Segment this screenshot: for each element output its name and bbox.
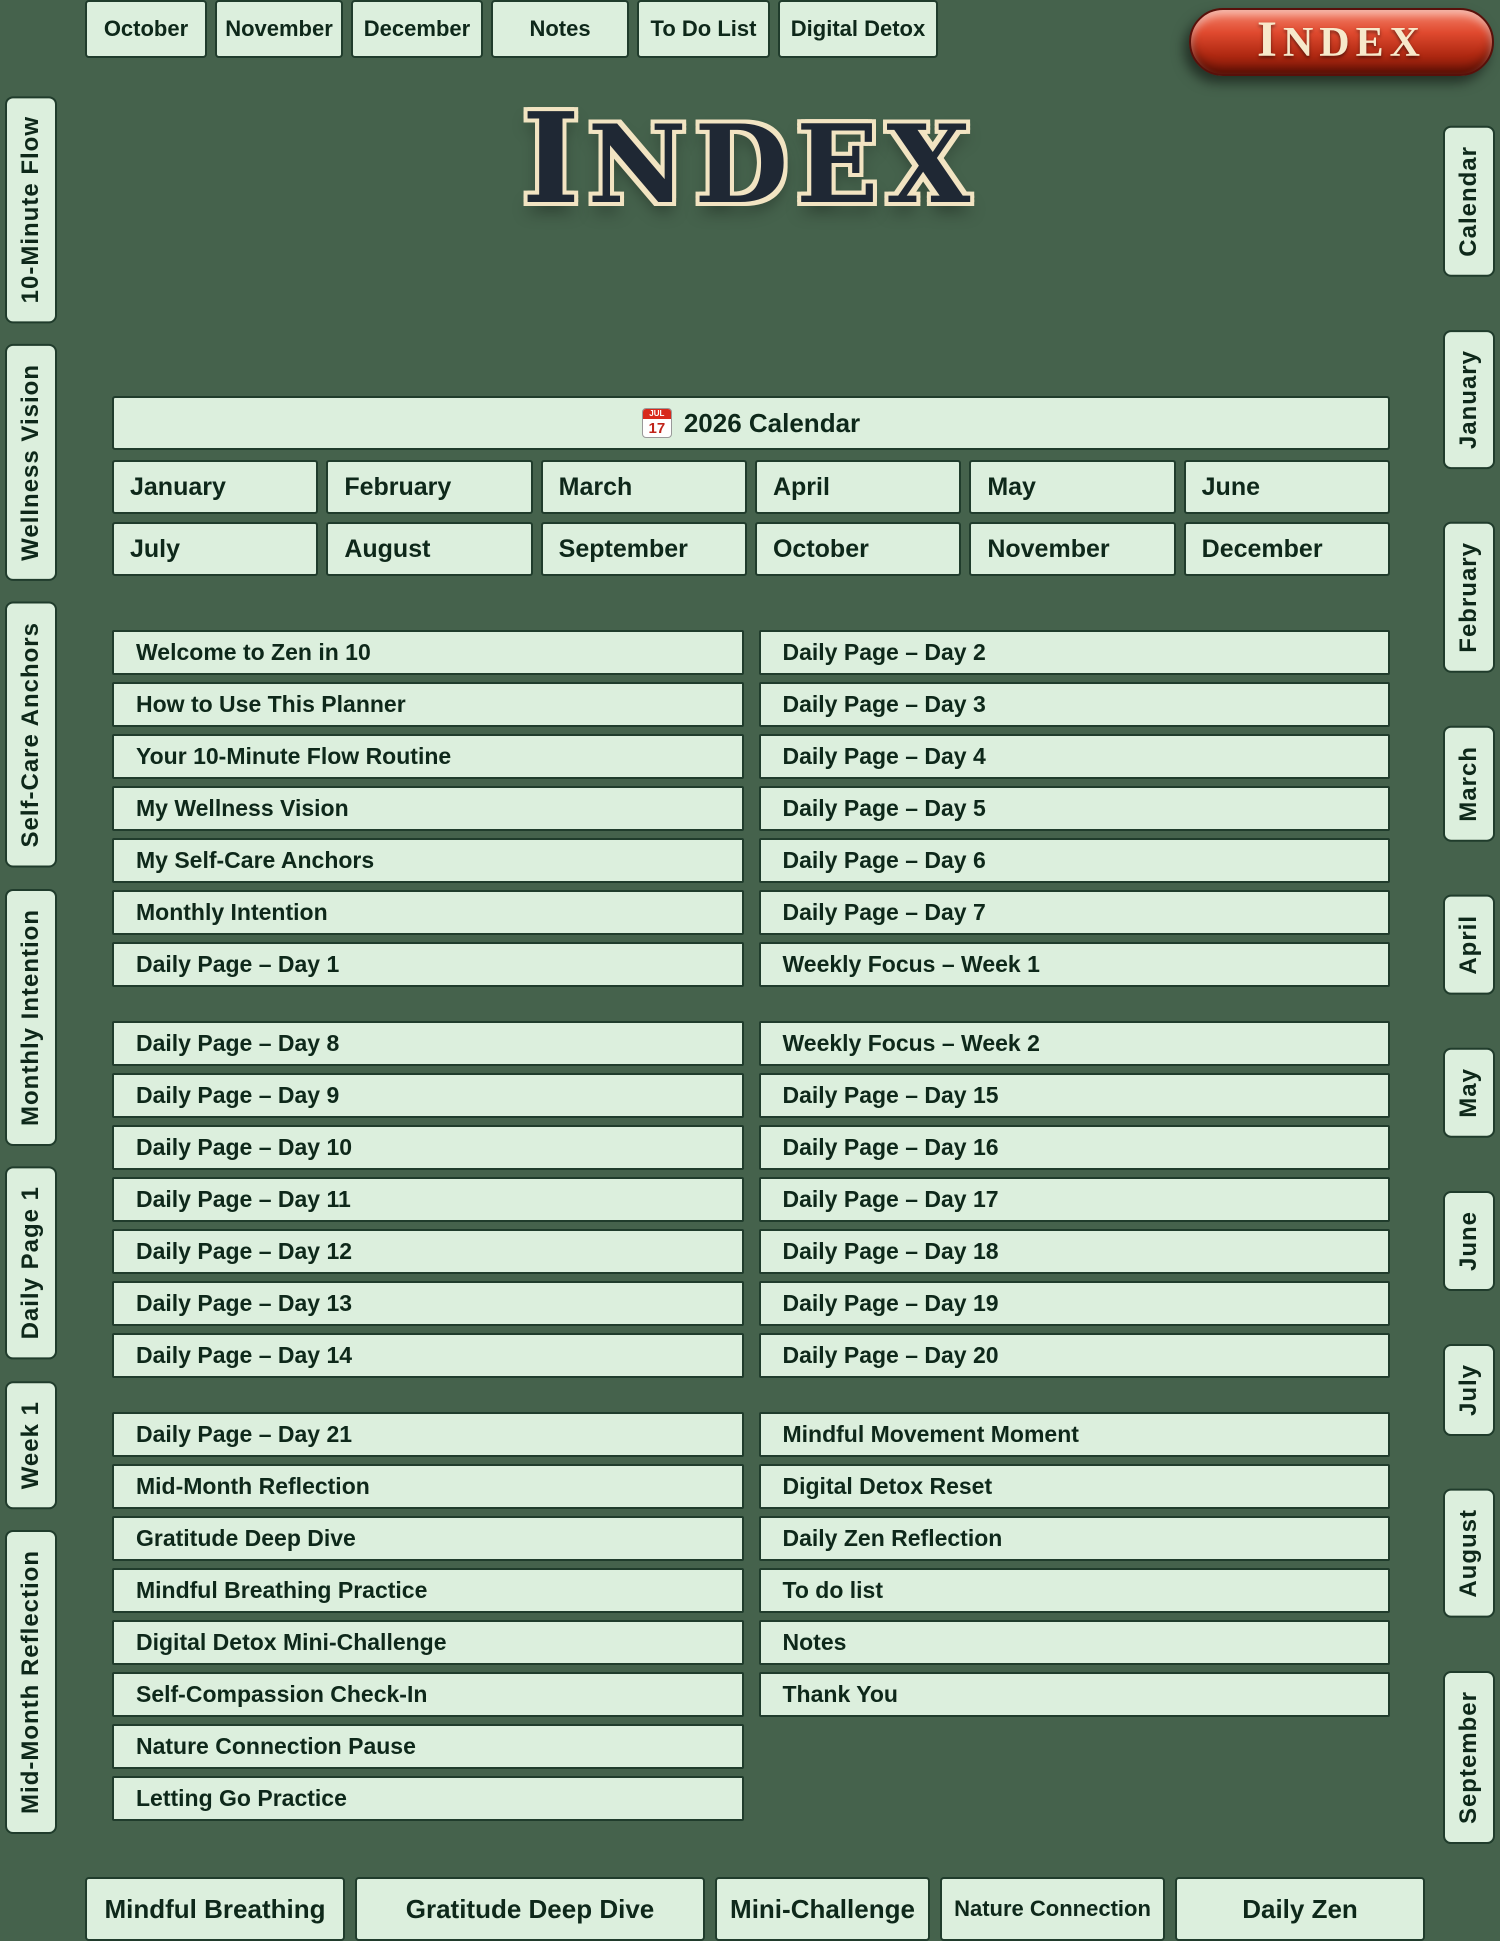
- index-entry[interactable]: Daily Page – Day 13: [112, 1281, 744, 1326]
- index-section-2: [112, 1021, 1390, 1378]
- index-entry[interactable]: Daily Page – Day 19: [759, 1281, 1391, 1326]
- index-entry[interactable]: Daily Page – Day 18: [759, 1229, 1391, 1274]
- tab-march[interactable]: March: [1443, 726, 1495, 842]
- index-button[interactable]: INDEX: [1189, 8, 1494, 76]
- index-entry[interactable]: Mindful Breathing Practice: [112, 1568, 744, 1613]
- calendar-month-grid: [112, 460, 1390, 576]
- tab-monthly-intention[interactable]: Monthly Intention: [5, 889, 57, 1146]
- month-link-july[interactable]: July: [112, 522, 318, 576]
- index-entry[interactable]: Daily Page – Day 20: [759, 1333, 1391, 1378]
- tab-november[interactable]: November: [215, 0, 343, 58]
- calendar-icon-month: JUL: [643, 409, 671, 419]
- tab-week-1[interactable]: Week 1: [5, 1381, 57, 1509]
- month-link-september[interactable]: September: [541, 522, 747, 576]
- index-entry[interactable]: Weekly Focus – Week 1: [759, 942, 1391, 987]
- tab-gratitude-deep-dive[interactable]: Gratitude Deep Dive: [355, 1877, 705, 1941]
- month-link-november[interactable]: November: [969, 522, 1175, 576]
- tab-august[interactable]: August: [1443, 1489, 1495, 1618]
- index-entry[interactable]: Letting Go Practice: [112, 1776, 744, 1821]
- tab-self-care-anchors[interactable]: Self-Care Anchors: [5, 602, 57, 868]
- index-entries: [112, 630, 1390, 1821]
- month-link-april[interactable]: April: [755, 460, 961, 514]
- index-entry[interactable]: Daily Page – Day 5: [759, 786, 1391, 831]
- calendar-icon-day: 17: [648, 420, 666, 437]
- index-entry[interactable]: Daily Page – Day 11: [112, 1177, 744, 1222]
- index-entry[interactable]: Digital Detox Mini-Challenge: [112, 1620, 744, 1665]
- tab-nature-connection[interactable]: Nature Connection: [940, 1877, 1165, 1941]
- tab-june[interactable]: June: [1443, 1191, 1495, 1291]
- tab-mid-month-reflection[interactable]: Mid-Month Reflection: [5, 1530, 57, 1834]
- index-section-3: [112, 1412, 1390, 1821]
- tab-july[interactable]: July: [1443, 1344, 1495, 1436]
- index-entry[interactable]: Self-Compassion Check-In: [112, 1672, 744, 1717]
- right-tab-rail: [1443, 126, 1495, 1844]
- index-entry[interactable]: Daily Page – Day 6: [759, 838, 1391, 883]
- index-section-1: [112, 630, 1390, 987]
- index-entry[interactable]: Thank You: [759, 1672, 1391, 1717]
- tab-notes[interactable]: Notes: [491, 0, 629, 58]
- page-title: INDEX: [521, 86, 979, 232]
- index-entry[interactable]: Welcome to Zen in 10: [112, 630, 744, 675]
- index-section-3-left: [112, 1412, 744, 1821]
- tab-december[interactable]: December: [351, 0, 483, 58]
- index-entry[interactable]: Daily Page – Day 16: [759, 1125, 1391, 1170]
- index-entry[interactable]: Daily Page – Day 4: [759, 734, 1391, 779]
- index-entry[interactable]: Daily Page – Day 21: [112, 1412, 744, 1457]
- tab-may[interactable]: May: [1443, 1048, 1495, 1138]
- index-entry[interactable]: Daily Page – Day 10: [112, 1125, 744, 1170]
- tab-daily-zen[interactable]: Daily Zen: [1175, 1877, 1425, 1941]
- index-entry[interactable]: Daily Page – Day 8: [112, 1021, 744, 1066]
- index-entry[interactable]: My Wellness Vision: [112, 786, 744, 831]
- index-entry[interactable]: To do list: [759, 1568, 1391, 1613]
- calendar-header: [112, 396, 1390, 450]
- index-entry[interactable]: Daily Page – Day 2: [759, 630, 1391, 675]
- tab-september[interactable]: September: [1443, 1671, 1495, 1844]
- tab-digital-detox[interactable]: Digital Detox: [778, 0, 938, 58]
- index-entry[interactable]: Mindful Movement Moment: [759, 1412, 1391, 1457]
- tab-daily-page-1[interactable]: Daily Page 1: [5, 1166, 57, 1359]
- month-link-august[interactable]: August: [326, 522, 532, 576]
- month-link-october[interactable]: October: [755, 522, 961, 576]
- calendar-section: [112, 396, 1390, 576]
- index-entry[interactable]: Daily Page – Day 12: [112, 1229, 744, 1274]
- month-link-december[interactable]: December: [1184, 522, 1390, 576]
- tab-10-minute-flow[interactable]: 10-Minute Flow: [5, 96, 57, 323]
- index-section-1-left: [112, 630, 744, 987]
- index-entry[interactable]: Daily Page – Day 3: [759, 682, 1391, 727]
- index-entry[interactable]: Monthly Intention: [112, 890, 744, 935]
- index-entry[interactable]: Gratitude Deep Dive: [112, 1516, 744, 1561]
- index-entry[interactable]: My Self-Care Anchors: [112, 838, 744, 883]
- index-entry[interactable]: Daily Page – Day 7: [759, 890, 1391, 935]
- index-section-2-left: [112, 1021, 744, 1378]
- tab-january[interactable]: January: [1443, 330, 1495, 469]
- index-entry[interactable]: Digital Detox Reset: [759, 1464, 1391, 1509]
- index-entry[interactable]: Nature Connection Pause: [112, 1724, 744, 1769]
- tab-calendar[interactable]: Calendar: [1443, 126, 1495, 277]
- tab-october[interactable]: October: [85, 0, 207, 58]
- tab-february[interactable]: February: [1443, 522, 1495, 673]
- index-entry[interactable]: Daily Page – Day 9: [112, 1073, 744, 1118]
- top-tab-bar: [85, 0, 938, 58]
- tab-mindful-breathing[interactable]: Mindful Breathing: [85, 1877, 345, 1941]
- index-entry[interactable]: Your 10-Minute Flow Routine: [112, 734, 744, 779]
- calendar-header-label: 2026 Calendar: [683, 407, 861, 438]
- month-link-june[interactable]: June: [1184, 460, 1390, 514]
- left-tab-rail: [5, 96, 57, 1834]
- tab-wellness-vision[interactable]: Wellness Vision: [5, 344, 57, 581]
- tab-april[interactable]: April: [1443, 895, 1495, 995]
- index-entry[interactable]: Daily Page – Day 17: [759, 1177, 1391, 1222]
- index-entry[interactable]: Daily Page – Day 14: [112, 1333, 744, 1378]
- bottom-tab-bar: [85, 1877, 1425, 1941]
- month-link-february[interactable]: February: [326, 460, 532, 514]
- index-section-2-right: [759, 1021, 1391, 1378]
- index-entry[interactable]: Daily Page – Day 15: [759, 1073, 1391, 1118]
- index-entry[interactable]: Mid-Month Reflection: [112, 1464, 744, 1509]
- index-entry[interactable]: How to Use This Planner: [112, 682, 744, 727]
- tab-mini-challenge[interactable]: Mini-Challenge: [715, 1877, 930, 1941]
- index-entry[interactable]: Daily Zen Reflection: [759, 1516, 1391, 1561]
- month-link-march[interactable]: March: [541, 460, 747, 514]
- index-section-1-right: [759, 630, 1391, 987]
- index-entry[interactable]: Notes: [759, 1620, 1391, 1665]
- tab-to-do-list[interactable]: To Do List: [637, 0, 770, 58]
- calendar-icon: [642, 408, 672, 438]
- index-entry[interactable]: Daily Page – Day 1: [112, 942, 744, 987]
- month-link-may[interactable]: May: [969, 460, 1175, 514]
- index-entry[interactable]: Weekly Focus – Week 2: [759, 1021, 1391, 1066]
- index-section-3-right: [759, 1412, 1391, 1821]
- month-link-january[interactable]: January: [112, 460, 318, 514]
